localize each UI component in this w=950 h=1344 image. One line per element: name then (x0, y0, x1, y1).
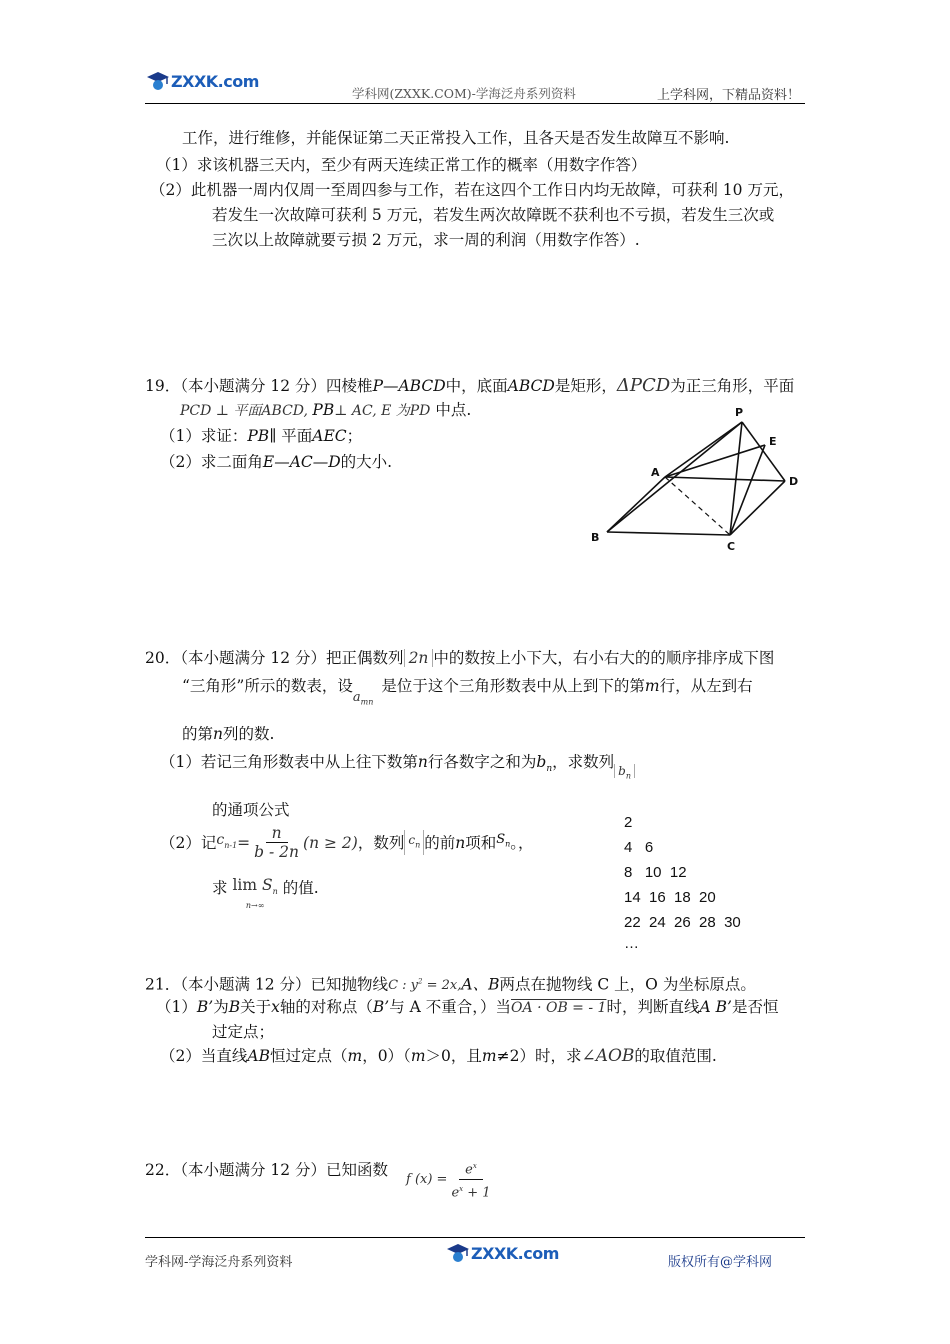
fraction-fx: $\frac{e^x}{e^x + 1}$ (451, 1157, 490, 1203)
q18-line5: 三次以上故障就要亏损 2 万元，求一周的利润（用数字作答）. (212, 231, 640, 249)
header-right: 上学科网，下精品资料！ (657, 88, 801, 103)
triangle-row: 8 10 12 (624, 864, 687, 881)
header-center: 学科网(ZXXK.COM)-学海泛舟系列资料 (352, 86, 576, 101)
header-logo (145, 68, 259, 94)
vertex-label-b: B (591, 531, 600, 544)
triangle-row: … (624, 935, 639, 952)
vertex-label-p: P (735, 406, 744, 419)
logo-text: ZXXK.com (471, 1243, 559, 1263)
q18-line1: 工作，进行维修，并能保证第二天正常投入工作，且各天是否发生故障互不影响. (182, 129, 730, 147)
graduation-cap-icon (145, 68, 171, 94)
q19-line2: PCD ⊥ 平面ABCD, PB⊥ AC, E 为PD 中点. (180, 401, 472, 419)
q19-part1: （1）求证：PB∥ 平面AEC； (160, 427, 363, 445)
footer-right: 版权所有@学科网 (668, 1255, 773, 1270)
q20-part1: （1）若记三角形数表中从上往下数第n行各数字之和为$b_n$，求数列 $_{b_n}$ (160, 752, 635, 779)
q21-part2: （2）当直线AB恒过定点（m，0）（m＞0，且m≠2）时，求∠AOB的取值范围. (160, 1046, 717, 1066)
vertex-label-e: E (769, 435, 777, 448)
graduation-cap-icon (445, 1240, 471, 1266)
vertex-label-a: A (651, 466, 660, 479)
logo-text: ZXXK.com (171, 71, 259, 91)
footer-rule (145, 1237, 805, 1238)
triangle-row: 14 16 18 20 (624, 889, 716, 906)
triangle-row: 4 6 (624, 839, 654, 856)
q22-function: f (x) = $\frac{e^x}{e^x + 1}$ (406, 1157, 495, 1203)
q18-line3: （2）此机器一周内仅周一至周四参与工作，若在这四个工作日内均无故障，可获利 10 万元， (150, 181, 794, 199)
footer-left: 学科网-学海泛舟系列资料 (145, 1255, 293, 1270)
header-rule (145, 103, 805, 104)
vertex-label-c: C (727, 540, 736, 553)
q21-part1: （1）B’为B关于x轴的对称点（B’与 A 不重合，）当OA · OB = - 1时，判断直线A B’是否恒 (156, 998, 779, 1016)
triangle-row: 22 24 26 28 30 (624, 914, 741, 931)
q20-line1: 20．（本小题满分 12 分）把正偶数列 2n 中的数按上小下大，右小右大的的顺序排序成下图 (145, 649, 775, 667)
q18-line4: 若发生一次故障可获利 5 万元，若发生两次故障既不获利也不亏损，若发生三次或 (212, 206, 775, 224)
q18-line2: （1）求该机器三天内，至少有两天连续正常工作的概率（用数字作答） (156, 156, 647, 174)
fraction-cn: $\frac{n}{b - 2n}$ (254, 824, 300, 861)
q20-part1-cont: 的通项公式 (212, 801, 290, 819)
number-triangle (624, 810, 741, 953)
footer-logo (445, 1240, 559, 1266)
q20-part2: （2）记 $c_{n-1}$ = $\frac{n}{b - 2n}$ (n ≥ 2) ，数列 $c_n$ 的前 n 项和 $S_n$ 。， (160, 824, 534, 861)
q19-part2: （2）求二面角E—AC—D的大小. (160, 453, 393, 471)
q22-line1: 22．（本小题满分 12 分）已知函数 (145, 1161, 389, 1179)
pyramid-figure (585, 405, 810, 560)
q20-line2: “三角形”所示的数表，设$_{a_{mn}}$是位于这个三角形数表中从上到下的第m行，从左到右 (182, 677, 753, 707)
triangle-row: 2 (624, 814, 633, 831)
q20-part2-limit: 求 $\lim S_n$ n→∞ 的值. (212, 876, 319, 911)
q21-part1-cont: 过定点； (212, 1023, 275, 1041)
q19-line1: 19．（本小题满分 12 分）四棱椎P—ABCD中，底面ABCD是矩形，ΔPCD为正三角形，平面 (145, 375, 795, 396)
q21-line1: 21．（本小题满 12 分）已知抛物线C : $y^2 = 2x,A$、B两点在抛物线 C 上，O 为坐标原点。 (145, 975, 756, 994)
q20-line3: 的第n列的数. (182, 725, 275, 743)
vertex-label-d: D (789, 475, 799, 488)
